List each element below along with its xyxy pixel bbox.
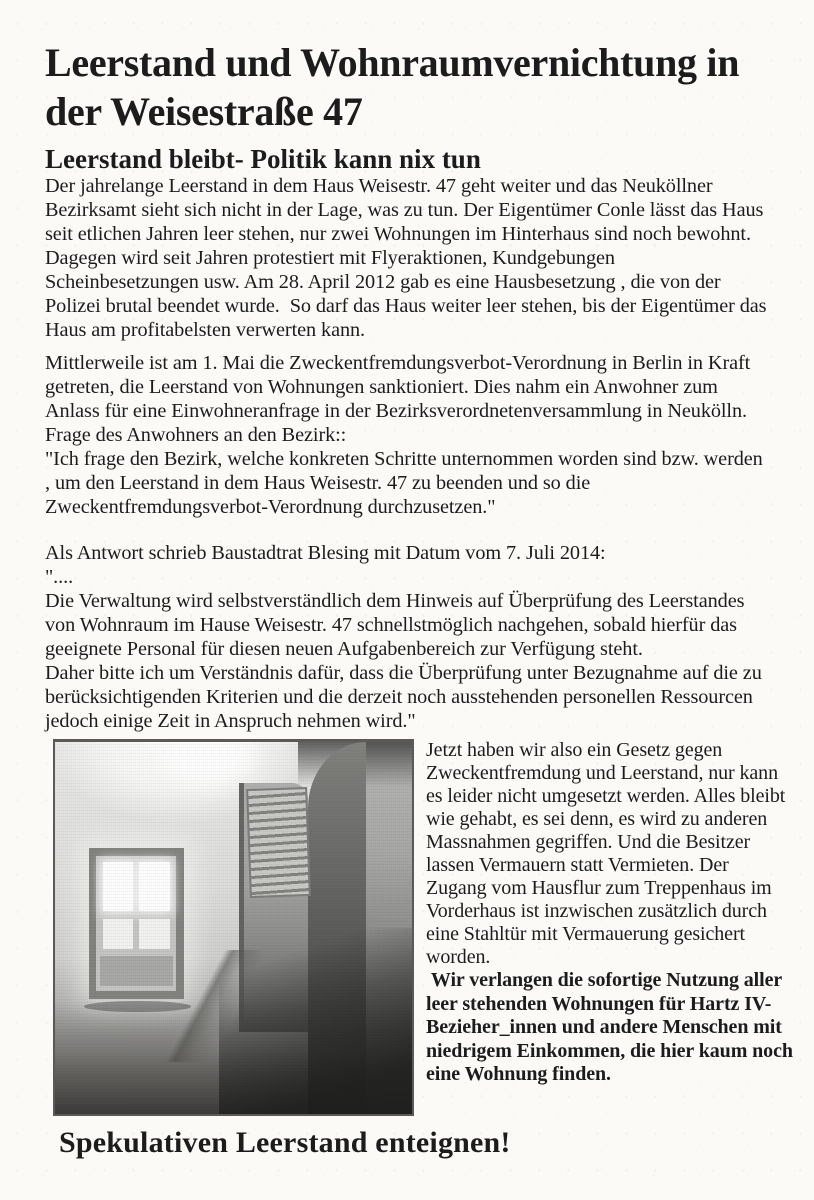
paragraph-line: Mittlerweile ist am 1. Mai die Zweckentfremdungsverbot-Verordnung in Berlin in Kraft getreten, die Leerstand von Wohnungen sanktioniert. Dies nahm ein Anwohner zum Anlass für eine Einwohneranfrage in der Bezirksverordnetenversammlung in Neukölln. bbox=[45, 352, 756, 422]
paragraph-line: Frage des Anwohners an den Bezirk:: bbox=[45, 424, 347, 446]
photo-and-text-section bbox=[45, 739, 798, 1116]
paragraph-gesetz-gegen-zweckentfremdung: Jetzt haben wir also ein Gesetz gegen Zweckentfremdung und Leerstand, nur kann es leider nicht umgesetzt werden. Alles bleibt wie gehabt, es sei denn, es wird zu anderen Massnahmen gegriffen. Und die Besitzer lassen Vermauern statt Vermieten. Der Zugang vom Hausflur zum Treppenhaus im Vorderhaus ist inzwischen zusätzlich durch eine Stahltür mit Vermauerung gesichert worden. bbox=[426, 739, 791, 968]
quote-open: ".... bbox=[45, 566, 74, 588]
slogan: Spekulativen Leerstand enteignen! bbox=[59, 1126, 511, 1159]
paragraph-zweckentfremdungsverbot bbox=[45, 351, 794, 519]
paragraph-leerstand-geht-weiter: Der jahrelange Leerstand in dem Haus Weisestr. 47 geht weiter und das Neuköllner Bezirksamt sieht sich nicht in der Lage, was zu tun. Der Eigentümer Conle lässt das Haus seit etlichen Jahren leer stehen, nur zwei Wohnungen im Hinterhaus sind noch bewohnt. Dagegen wird seit Jahren protestiert mit Flyeraktionen, Kundgebungen Scheinbesetzungen usw. Am 28. April 2012 gab es eine Hausbesetzung , die von der Polizei brutal beendet wurde. So darf das Haus weiter leer stehen, bis der Eigentümer das Haus am profitabelsten verwerten kann. bbox=[45, 175, 772, 341]
door-window-pane bbox=[139, 919, 169, 949]
right-column bbox=[426, 739, 798, 1087]
quote-verwaltung: Die Verwaltung wird selbstverständlich dem Hinweis auf Überprüfung des Leerstandes von Wohnraum im Hause Weisestr. 47 schnellstmöglich nachgehen, sobald hierfür das geeignete Personal für diesen neuen Aufgabenbereich zur Verfügung steht. bbox=[45, 590, 750, 660]
hallway-photo bbox=[53, 739, 414, 1116]
ceiling-lamp bbox=[176, 742, 240, 772]
paragraph-antwort-baustadtrat bbox=[45, 541, 794, 733]
quote-anwohner: "Ich frage den Bezirk, welche konkreten Schritte unternommen worden sind bzw. werden , um den Leerstand in dem Haus Weisestr. 47 zu beenden und so die Zweckentfremdungsverbot-Verordnung durchzusetzen." bbox=[45, 448, 768, 518]
title-line-1: Leerstand und Wohnraumvernichtung in bbox=[45, 40, 740, 85]
page-title bbox=[45, 38, 771, 136]
door-window-pane bbox=[103, 919, 133, 949]
title-line-2: der Weisestraße 47 bbox=[45, 89, 363, 134]
shutter-slats bbox=[246, 787, 310, 898]
paragraph-line: Als Antwort schrieb Baustadtrat Blesing mit Datum vom 7. Juli 2014: bbox=[45, 542, 606, 564]
door-window-pane bbox=[139, 862, 169, 911]
demand-text: Wir verlangen die sofortige Nutzung aller leer stehenden Wohnungen für Hartz IV-Bezieher_innen und andere Menschen mit niedrigem Einkommen, die hier kaum noch eine Wohnung finden. bbox=[426, 969, 798, 1085]
section-heading: Leerstand bleibt- Politik kann nix tun bbox=[45, 144, 481, 174]
dark-corner bbox=[219, 928, 412, 1114]
quote-verstaendnis: Daher bitte ich um Verständnis dafür, dass die Überprüfung unter Bezugnahme auf die zu berücksichtigenden Kriterien und die derzeit noch ausstehenden personellen Ressourcen jedoch einige Zeit in Anspruch nehmen wird." bbox=[45, 662, 767, 732]
door-window-pane bbox=[103, 862, 133, 911]
